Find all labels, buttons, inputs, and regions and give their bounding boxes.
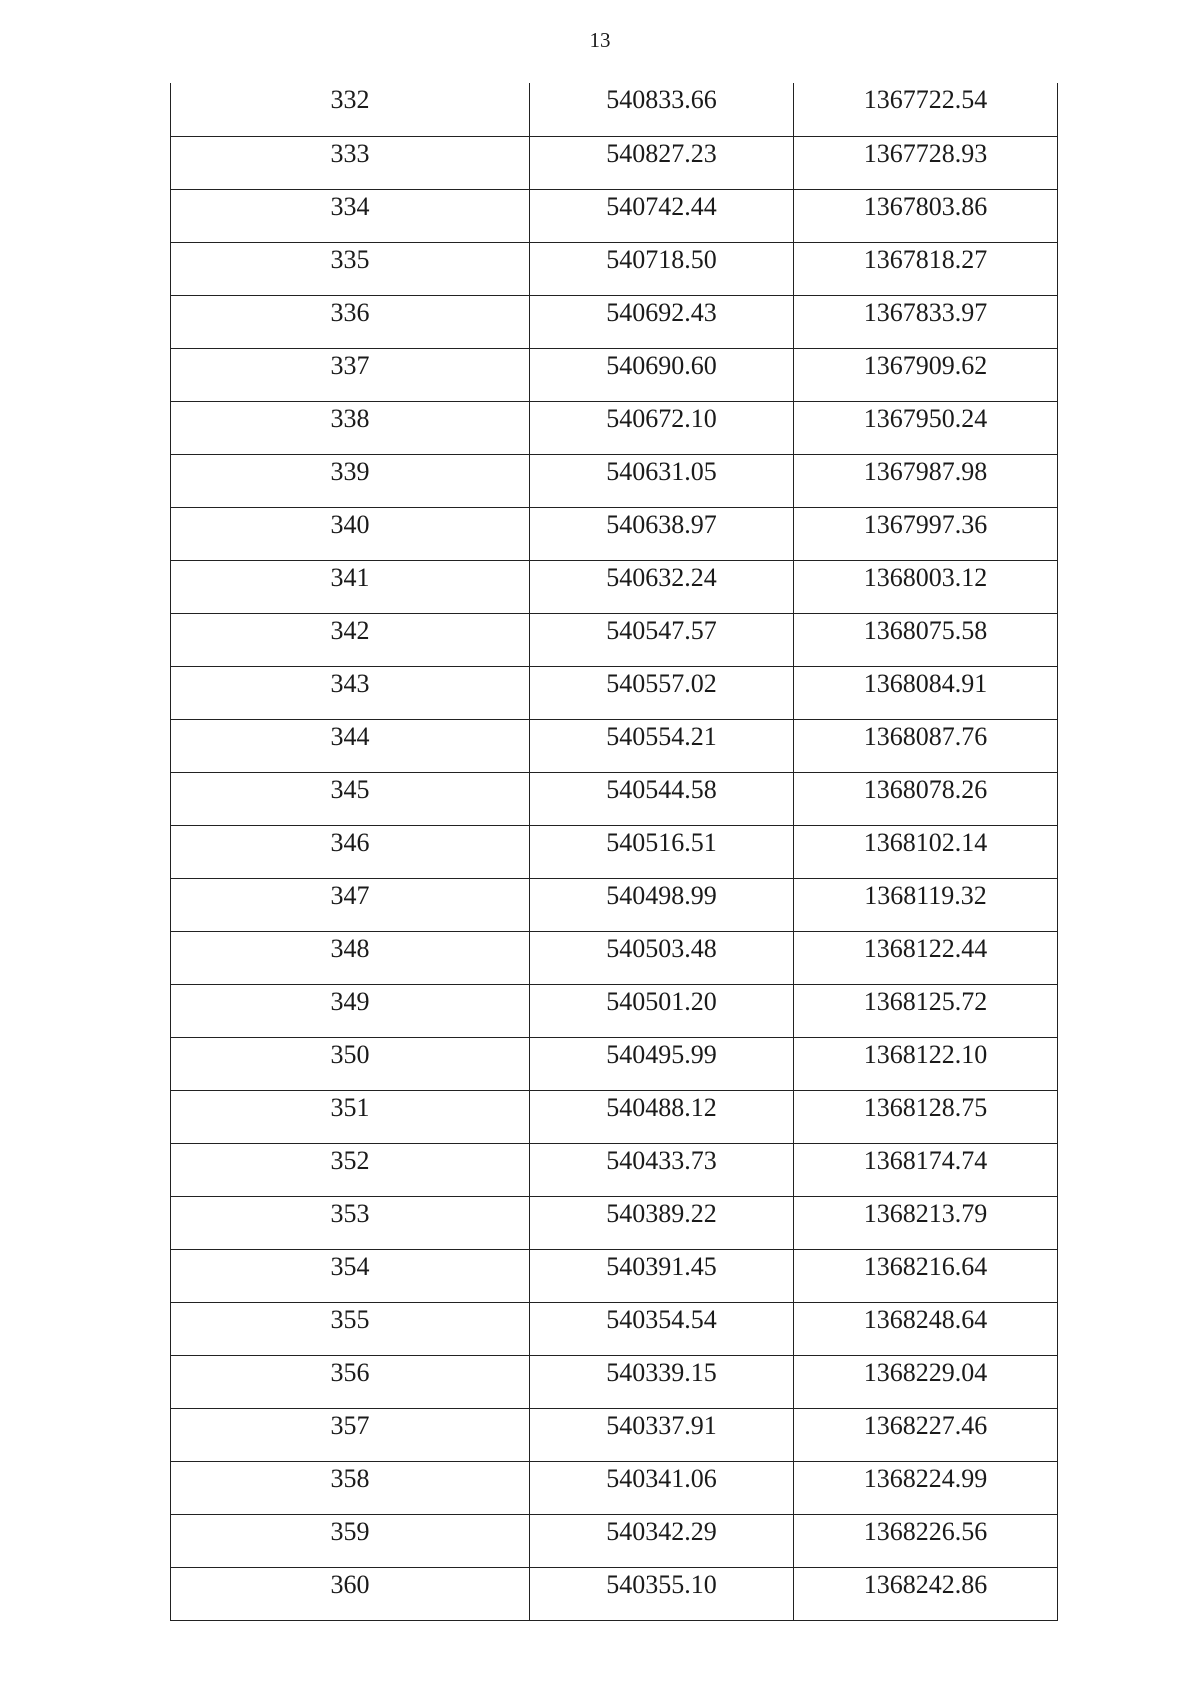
table-row xyxy=(171,984,1058,1037)
table-row xyxy=(171,666,1058,719)
y-coordinate-cell: 1367728.93 xyxy=(794,136,1058,189)
x-coordinate-cell: 540632.24 xyxy=(530,560,794,613)
table-row xyxy=(171,1514,1058,1567)
table-row xyxy=(171,1567,1058,1620)
x-coordinate-cell: 540337.91 xyxy=(530,1408,794,1461)
point-number-cell: 341 xyxy=(171,560,530,613)
y-coordinate-cell: 1367818.27 xyxy=(794,242,1058,295)
y-coordinate-cell: 1368078.26 xyxy=(794,772,1058,825)
y-coordinate-cell: 1367950.24 xyxy=(794,401,1058,454)
point-number-cell: 348 xyxy=(171,931,530,984)
point-number-cell: 332 xyxy=(171,83,530,136)
point-number-cell: 351 xyxy=(171,1090,530,1143)
table-row xyxy=(171,1090,1058,1143)
x-coordinate-cell: 540503.48 xyxy=(530,931,794,984)
x-coordinate-cell: 540718.50 xyxy=(530,242,794,295)
point-number-cell: 358 xyxy=(171,1461,530,1514)
y-coordinate-cell: 1368128.75 xyxy=(794,1090,1058,1143)
point-number-cell: 359 xyxy=(171,1514,530,1567)
y-coordinate-cell: 1368119.32 xyxy=(794,878,1058,931)
table-row xyxy=(171,1249,1058,1302)
point-number-cell: 339 xyxy=(171,454,530,507)
table-row xyxy=(171,1302,1058,1355)
point-number-cell: 352 xyxy=(171,1143,530,1196)
point-number-cell: 345 xyxy=(171,772,530,825)
x-coordinate-cell: 540501.20 xyxy=(530,984,794,1037)
point-number-cell: 354 xyxy=(171,1249,530,1302)
x-coordinate-cell: 540354.54 xyxy=(530,1302,794,1355)
table-row xyxy=(171,613,1058,666)
y-coordinate-cell: 1367997.36 xyxy=(794,507,1058,560)
x-coordinate-cell: 540544.58 xyxy=(530,772,794,825)
x-coordinate-cell: 540690.60 xyxy=(530,348,794,401)
x-coordinate-cell: 540391.45 xyxy=(530,1249,794,1302)
table-row xyxy=(171,348,1058,401)
y-coordinate-cell: 1368084.91 xyxy=(794,666,1058,719)
table-row xyxy=(171,1196,1058,1249)
point-number-cell: 334 xyxy=(171,189,530,242)
point-number-cell: 350 xyxy=(171,1037,530,1090)
point-number-cell: 346 xyxy=(171,825,530,878)
x-coordinate-cell: 540557.02 xyxy=(530,666,794,719)
y-coordinate-cell: 1367803.86 xyxy=(794,189,1058,242)
table-row xyxy=(171,1037,1058,1090)
table-row xyxy=(171,295,1058,348)
x-coordinate-cell: 540833.66 xyxy=(530,83,794,136)
x-coordinate-cell: 540498.99 xyxy=(530,878,794,931)
x-coordinate-cell: 540389.22 xyxy=(530,1196,794,1249)
table-row xyxy=(171,242,1058,295)
table-row xyxy=(171,1461,1058,1514)
y-coordinate-cell: 1368216.64 xyxy=(794,1249,1058,1302)
x-coordinate-cell: 540672.10 xyxy=(530,401,794,454)
y-coordinate-cell: 1368087.76 xyxy=(794,719,1058,772)
coordinates-table-body xyxy=(171,83,1058,1620)
x-coordinate-cell: 540355.10 xyxy=(530,1567,794,1620)
point-number-cell: 343 xyxy=(171,666,530,719)
y-coordinate-cell: 1367987.98 xyxy=(794,454,1058,507)
table-row xyxy=(171,1408,1058,1461)
x-coordinate-cell: 540433.73 xyxy=(530,1143,794,1196)
x-coordinate-cell: 540742.44 xyxy=(530,189,794,242)
y-coordinate-cell: 1368227.46 xyxy=(794,1408,1058,1461)
point-number-cell: 356 xyxy=(171,1355,530,1408)
y-coordinate-cell: 1368122.10 xyxy=(794,1037,1058,1090)
y-coordinate-cell: 1368242.86 xyxy=(794,1567,1058,1620)
point-number-cell: 335 xyxy=(171,242,530,295)
table-row xyxy=(171,83,1058,136)
table-row xyxy=(171,560,1058,613)
table-row xyxy=(171,189,1058,242)
y-coordinate-cell: 1368075.58 xyxy=(794,613,1058,666)
table-row xyxy=(171,454,1058,507)
y-coordinate-cell: 1367722.54 xyxy=(794,83,1058,136)
table-row xyxy=(171,931,1058,984)
point-number-cell: 337 xyxy=(171,348,530,401)
point-number-cell: 336 xyxy=(171,295,530,348)
table-row xyxy=(171,1355,1058,1408)
y-coordinate-cell: 1368003.12 xyxy=(794,560,1058,613)
y-coordinate-cell: 1368174.74 xyxy=(794,1143,1058,1196)
x-coordinate-cell: 540547.57 xyxy=(530,613,794,666)
x-coordinate-cell: 540638.97 xyxy=(530,507,794,560)
x-coordinate-cell: 540827.23 xyxy=(530,136,794,189)
point-number-cell: 340 xyxy=(171,507,530,560)
point-number-cell: 355 xyxy=(171,1302,530,1355)
x-coordinate-cell: 540339.15 xyxy=(530,1355,794,1408)
table-row xyxy=(171,719,1058,772)
y-coordinate-cell: 1368122.44 xyxy=(794,931,1058,984)
table-row xyxy=(171,507,1058,560)
coordinates-table xyxy=(170,83,1058,1621)
y-coordinate-cell: 1368229.04 xyxy=(794,1355,1058,1408)
x-coordinate-cell: 540342.29 xyxy=(530,1514,794,1567)
table-row xyxy=(171,1143,1058,1196)
table-row xyxy=(171,825,1058,878)
x-coordinate-cell: 540516.51 xyxy=(530,825,794,878)
table-row xyxy=(171,136,1058,189)
y-coordinate-cell: 1368248.64 xyxy=(794,1302,1058,1355)
x-coordinate-cell: 540554.21 xyxy=(530,719,794,772)
point-number-cell: 357 xyxy=(171,1408,530,1461)
x-coordinate-cell: 540341.06 xyxy=(530,1461,794,1514)
point-number-cell: 347 xyxy=(171,878,530,931)
point-number-cell: 344 xyxy=(171,719,530,772)
x-coordinate-cell: 540631.05 xyxy=(530,454,794,507)
point-number-cell: 360 xyxy=(171,1567,530,1620)
table-row xyxy=(171,772,1058,825)
point-number-cell: 333 xyxy=(171,136,530,189)
x-coordinate-cell: 540692.43 xyxy=(530,295,794,348)
y-coordinate-cell: 1367909.62 xyxy=(794,348,1058,401)
y-coordinate-cell: 1368102.14 xyxy=(794,825,1058,878)
point-number-cell: 342 xyxy=(171,613,530,666)
y-coordinate-cell: 1368226.56 xyxy=(794,1514,1058,1567)
table-row xyxy=(171,401,1058,454)
y-coordinate-cell: 1367833.97 xyxy=(794,295,1058,348)
y-coordinate-cell: 1368213.79 xyxy=(794,1196,1058,1249)
x-coordinate-cell: 540495.99 xyxy=(530,1037,794,1090)
x-coordinate-cell: 540488.12 xyxy=(530,1090,794,1143)
page-number: 13 xyxy=(589,28,611,52)
point-number-cell: 353 xyxy=(171,1196,530,1249)
y-coordinate-cell: 1368125.72 xyxy=(794,984,1058,1037)
point-number-cell: 349 xyxy=(171,984,530,1037)
y-coordinate-cell: 1368224.99 xyxy=(794,1461,1058,1514)
table-row xyxy=(171,878,1058,931)
point-number-cell: 338 xyxy=(171,401,530,454)
